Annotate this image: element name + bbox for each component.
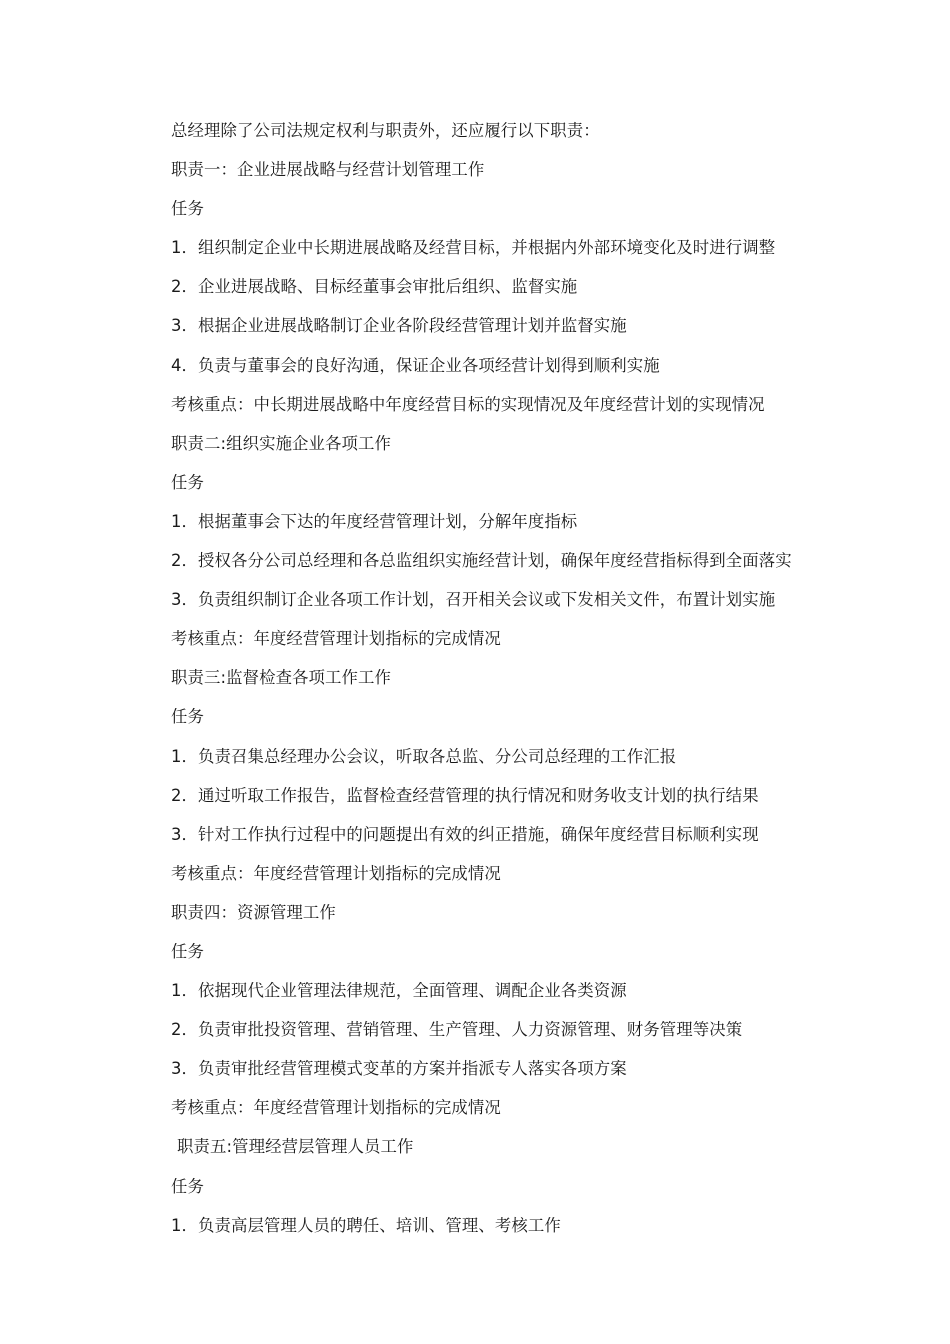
task-item: 1．组织制定企业中长期进展战略及经营目标，并根据内外部环境变化及时进行调整 [171,238,776,258]
task-item: 2．通过听取工作报告，监督检查经营管理的执行情况和财务收支计划的执行结果 [171,785,759,805]
task-item: 1．依据现代企业管理法律规范，全面管理、调配企业各类资源 [171,981,627,1001]
task-label: 任务 [171,941,204,961]
task-item: 1．负责高层管理人员的聘任、培训、管理、考核工作 [171,1215,561,1235]
task-label: 任务 [171,199,204,219]
task-label: 任务 [171,472,204,492]
intro-paragraph: 总经理除了公司法规定权利与职责外，还应履行以下职责： [171,121,600,140]
task-item: 2．企业进展战略、目标经董事会审批后组织、监督实施 [171,277,578,297]
task-item: 4．负责与董事会的良好沟通，保证企业各项经营计划得到顺利实施 [171,355,660,375]
task-label: 任务 [171,1176,204,1196]
task-item: 3．负责组织制订企业各项工作计划，召开相关会议或下发相关文件，布置计划实施 [171,590,776,610]
task-item: 3．针对工作执行过程中的问题提出有效的纠正措施，确保年度经营目标顺利实现 [171,824,759,844]
assessment-focus: 考核重点：年度经营管理计划指标的完成情况 [171,863,501,883]
assessment-focus: 考核重点：年度经营管理计划指标的完成情况 [171,629,501,649]
task-item: 2．负责审批投资管理、营销管理、生产管理、人力资源管理、财务管理等决策 [171,1020,743,1040]
duty-heading-5: 职责五:管理经营层管理人员工作 [177,1137,414,1157]
task-item: 3．根据企业进展战略制订企业各阶段经营管理计划并监督实施 [171,316,627,336]
task-label: 任务 [171,707,204,727]
task-item: 1．根据董事会下达的年度经营管理计划，分解年度指标 [171,511,578,531]
assessment-focus: 考核重点：年度经营管理计划指标的完成情况 [171,1098,501,1118]
task-item: 1．负责召集总经理办公会议，听取各总监、分公司总经理的工作汇报 [171,746,677,766]
task-item: 3．负责审批经营管理模式变革的方案并指派专人落实各项方案 [171,1059,627,1079]
document-body [171,118,871,1252]
duty-heading-3: 职责三:监督检查各项工作工作 [171,668,391,688]
task-item: 2．授权各分公司总经理和各总监组织实施经营计划，确保年度经营指标得到全面落实 [171,551,792,571]
duty-heading-4: 职责四：资源管理工作 [171,902,336,922]
duty-heading-2: 职责二:组织实施企业各项工作 [171,433,391,453]
duty-heading-1: 职责一：企业进展战略与经营计划管理工作 [171,160,485,180]
assessment-focus: 考核重点：中长期进展战略中年度经营目标的实现情况及年度经营计划的实现情况 [171,394,765,414]
